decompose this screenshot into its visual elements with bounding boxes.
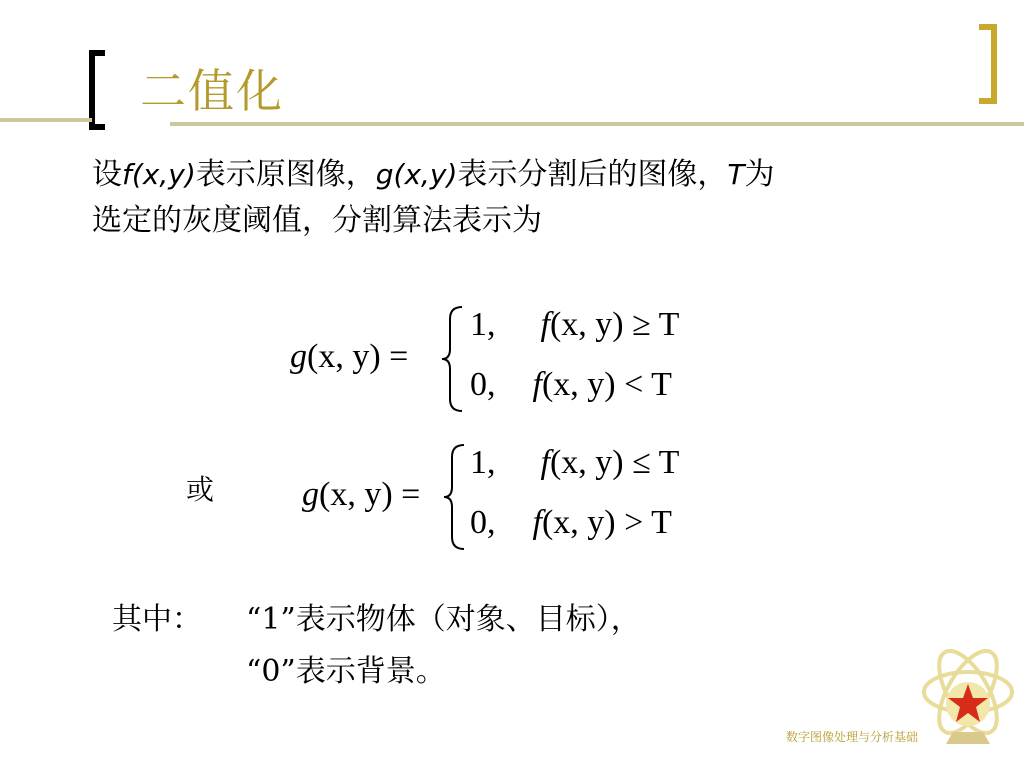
intro-text-4: 为 (744, 157, 775, 192)
army-emblem-icon (918, 632, 1018, 762)
notes-line-2: “0”表示背景。 (246, 654, 446, 689)
intro-line-2: 选定的灰度阈值，分割算法表示为 (92, 203, 542, 238)
equation-2-row-2-f: f (532, 504, 542, 541)
title-rule-left (0, 118, 92, 122)
notes-line-1: “1”表示物体（对象、目标）， (246, 602, 641, 637)
equation-2 (302, 438, 722, 558)
intro-g-symbol: g(x,y) (375, 158, 458, 191)
right-bracket-decoration (979, 24, 997, 104)
equation-1-row-1-f: f (540, 306, 550, 343)
equation-1-args: (x, y) = (307, 338, 409, 375)
equation-2-row-2-value: 0, (470, 504, 496, 541)
equation-1-row-2-f: f (532, 366, 542, 403)
equation-1 (290, 300, 730, 420)
intro-T-symbol: T (727, 158, 745, 191)
intro-text-3: 表示分割后的图像， (457, 157, 728, 192)
equation-2-brace (442, 443, 468, 551)
equation-1-row-1-value: 1, (470, 306, 496, 343)
equation-2-lhs (302, 476, 420, 514)
equation-2-row-1 (470, 444, 679, 482)
equation-1-row-2-condition: (x, y) < T (541, 366, 672, 403)
equation-1-lhs (290, 338, 408, 376)
equation-1-row-2-value: 0, (470, 366, 496, 403)
equation-2-row-1-f: f (540, 444, 550, 481)
slide-title: 二值化 (140, 64, 284, 118)
title-rule-right (170, 122, 1024, 126)
intro-text-2: 表示原图像， (195, 157, 376, 192)
notes-prefix: 其中： (112, 602, 202, 637)
equation-1-brace (440, 305, 466, 413)
equation-1-row-2 (470, 366, 672, 404)
equation-1-row-1-condition: (x, y) ≥ T (549, 306, 680, 343)
footer-text: 数字图像处理与分析基础 (786, 730, 919, 744)
equation-2-row-2 (470, 504, 672, 542)
intro-paragraph (92, 152, 992, 244)
equation-1-row-1 (470, 306, 679, 344)
equation-2-row-1-value: 1, (470, 444, 496, 481)
or-label: 或 (186, 473, 215, 506)
equation-2-args: (x, y) = (319, 476, 421, 513)
equation-2-g: g (302, 476, 319, 513)
intro-text-1: 设 (92, 157, 122, 192)
intro-f-symbol: f(x,y) (122, 158, 196, 191)
equation-2-row-2-condition: (x, y) > T (541, 504, 672, 541)
equation-2-row-1-condition: (x, y) ≤ T (549, 444, 680, 481)
equation-1-g: g (290, 338, 307, 375)
